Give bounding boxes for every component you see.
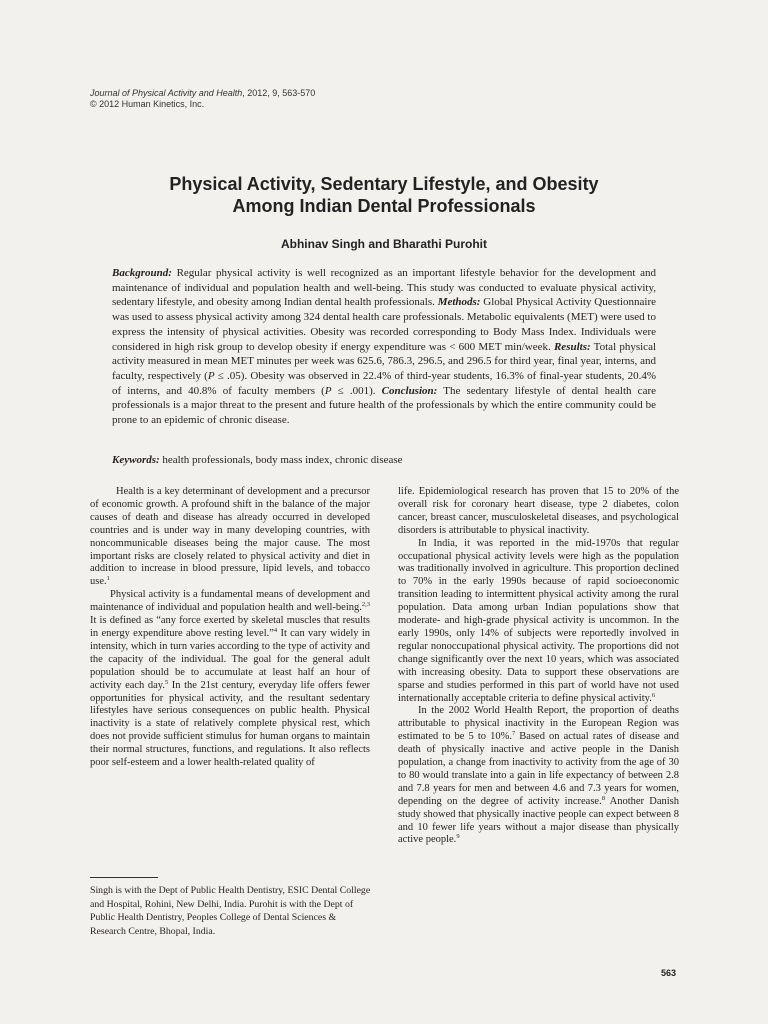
body-column-right <box>398 486 679 847</box>
keywords-label: Keywords: <box>112 454 160 466</box>
keywords <box>112 453 656 467</box>
results-label: Results: <box>553 340 591 353</box>
authors: Abhinav Singh and Bharathi Purohit <box>280 237 487 251</box>
abstract <box>112 266 656 428</box>
reference-marker: 6 <box>651 691 656 699</box>
methods-text: Global Physical Activity Questionnaire was used to assess physical activity among 324 dental health care professionals. Metabolic equivalents (MET) were used to express the intensity of physical activities. Obesity was recorded corresponding to Body Mass Index. Individuals were considered in high risk group to develop obesity if energy expenditure was < 600 MET min/week. <box>112 296 656 353</box>
reference-marker: 7 <box>511 730 516 738</box>
reference-marker: 5 <box>164 678 169 686</box>
reference-marker: 8 <box>601 794 605 802</box>
body-column-left <box>90 486 370 770</box>
body-paragraph <box>90 589 370 770</box>
copyright: © 2012 Human Kinetics, Inc. <box>90 99 205 109</box>
body-paragraph <box>398 538 679 706</box>
conclusion-text: The sedentary lifestyle of dental health care professionals is a major threat to the present and future health of the professionals by which the entire community could be prone to an epidemic of chronic disease. <box>112 384 656 427</box>
background-text: Regular physical activity is well recognized as an important lifestyle behavior for the development and maintenance of individual and population health and well-being. This study was conducted to evaluate physical activity, sedentary lifestyle, and obesity among Indian dental health professionals. <box>112 267 656 309</box>
p-value-symbol: P <box>324 384 332 397</box>
paragraph-text: It is defined as “any force exerted by skeletal muscles that results in energy expenditure above resting level.” <box>90 615 370 639</box>
paragraph-text: In the 2002 World Health Report, the proportion of deaths attributable to physical inactivity in the European Region was estimated to be 5 to 10%. <box>398 705 679 743</box>
paragraph-text: In the 21st century, everyday life offers fewer opportunities for physical activity, and the resultant sedentary lifestyles have serious consequences on public health. Physical inactivity is a state of relatively complete physical rest, which does not provide sufficient stimulus for human organs to maintain their normal structures, functions, and regulations. It also reflects poor self-esteem and a lower health-related quality of <box>90 679 371 769</box>
keywords-text: health professionals, body mass index, chronic disease <box>159 454 403 466</box>
footnote-divider <box>90 877 158 878</box>
methods-label: Methods: <box>437 296 481 309</box>
journal-name: Journal of Physical Activity and Health <box>90 88 243 98</box>
paragraph-text: life. Epidemiological research has proven that 15 to 20% of the overall risk for coronary heart disease, type 2 diabetes, colon cancer, breast cancer, musculoskeletal diseases, and psychological disorders is attributable to physical inactivity. <box>398 486 679 536</box>
paragraph-text: Another Danish study showed that physically inactive people can expect between 8 and 10 fewer life years without a major disease than physically active people. <box>398 795 679 846</box>
journal-citation <box>90 88 315 110</box>
reference-marker: 1 <box>106 575 110 583</box>
citation-details: , 2012, 9, 563-570 <box>242 88 316 98</box>
paragraph-text: Based on actual rates of disease and death of physically inactive and active people in the Danish population, a change from inactivity to activity from the age of 30 to 80 would translate into a gain in life expectancy of between 2.8 and 7.8 years for men and between 4.6 and 7.3 years for women, depending on the degree of activity increase. <box>398 731 679 807</box>
conclusion-label: Conclusion: <box>381 384 438 397</box>
body-paragraph <box>90 486 370 589</box>
body-paragraph <box>398 705 679 847</box>
paragraph-text: It can vary widely in intensity, which in turn varies according to the type of activity and the capacity of the individual. The goal for the general adult population should be to accumulate at least half an hour of activity each day. <box>90 627 370 691</box>
body-paragraph-continued <box>398 486 679 538</box>
background-label: Background: <box>112 267 172 279</box>
results-text-a: Total physical activity measured in mean MET minutes per week was 625.6, 786.3, 296.5, and 296.5 for third year, final year, interns, and faculty, respectively ( <box>112 340 657 382</box>
results-text-b: ≤ .05). Obesity was observed in 22.4% of third-year students, 16.3% of final-year students, 20.4% of interns, and 40.8% of faculty members ( <box>112 369 656 397</box>
p-value-symbol: P <box>207 369 215 382</box>
reference-marker: 9 <box>456 833 460 841</box>
reference-marker: 4 <box>273 626 278 634</box>
paragraph-text: In India, it was reported in the mid-1970s that regular occupational physical activity levels were high as the population was traditionally involved in agriculture. This proportion declined to 70% in the early 1990s because of rapid socioeconomic transition leading to intermittent physical activity among the rural population. Data among urban Indian populations show that moderate- and high-grade physical activity is uncommon. In the early 1990s, only 14% of subjects were reportedly involved in regular nonoccupational physical activity. The proportions did not change significantly over the next 10 years, which was associated with increasing obesity. Data to support these observations are sparse and studies performed in this part of world have not used internationally acceptable criteria to define physical activity. <box>398 537 679 704</box>
results-text-c: ≤ .001). <box>331 384 382 397</box>
author-affiliation-footnote: Singh is with the Dept of Public Health Dentistry, ESIC Dental College and Hospital, Rohini, New Delhi, India. Purohit is with the Dept of Public Health Dentistry, Peoples College of Dental Sciences & Research Centre, Bhopal, India. <box>90 885 371 938</box>
reference-marker: 2,3 <box>361 601 370 609</box>
page-number: 563 <box>661 968 677 978</box>
paragraph-text: Health is a key determinant of development and a precursor of economic growth. A profound shift in the balance of the major causes of death and disease has already occurred in developed countries and is under way in many developing countries, with noncommunicable diseases being the major cause. The most important risks are closely related to physical activity and diet in addition to increase in blood pressure, lipid levels, and tobacco use. <box>90 486 370 588</box>
title-line-2: Among Indian Dental Professionals <box>232 196 536 216</box>
title-line-1: Physical Activity, Sedentary Lifestyle, and Obesity <box>169 174 599 194</box>
paragraph-text: Physical activity is a fundamental means of development and maintenance of individual and population health and well-being. <box>90 589 370 614</box>
article-title <box>90 173 678 217</box>
